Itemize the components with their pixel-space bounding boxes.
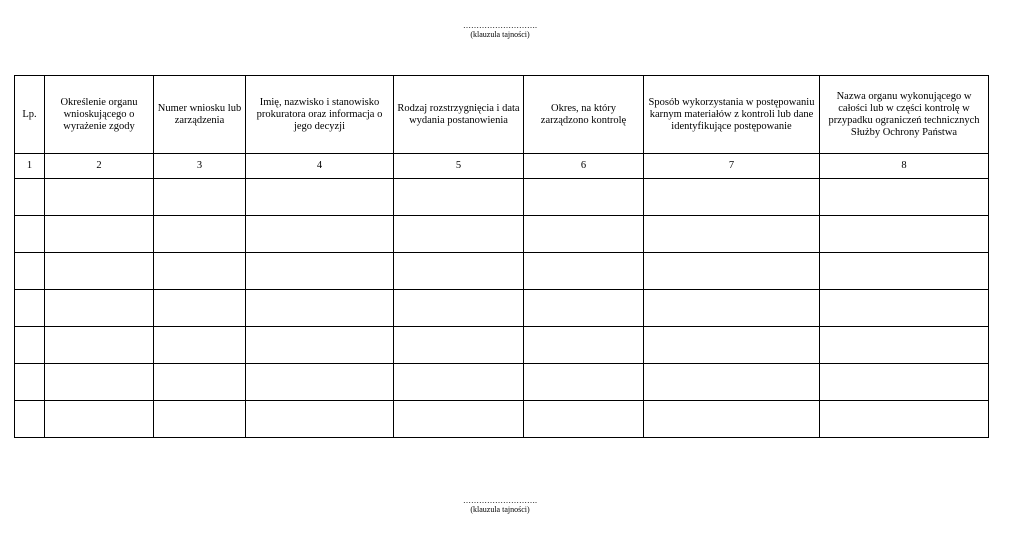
- table-cell: [524, 253, 644, 290]
- table-cell: [394, 290, 524, 327]
- table-cell: [45, 290, 154, 327]
- column-number: 5: [394, 154, 524, 179]
- column-header-executing-authority: Nazwa organu wykonującego w całości lub w części kontrolę w przypadku ograniczeń technicznych Służby Ochrony Państwa: [820, 76, 989, 154]
- confidentiality-clause-bottom: [0, 497, 1000, 515]
- table-cell: [820, 290, 989, 327]
- table-cell: [15, 179, 45, 216]
- table-cell: [246, 327, 394, 364]
- table-cell: [154, 401, 246, 438]
- column-header-prosecutor: Imię, nazwisko i stanowisko prokuratora oraz informacja o jego decyzji: [246, 76, 394, 154]
- table-cell: [524, 364, 644, 401]
- table-cell: [154, 216, 246, 253]
- confidentiality-clause-top: [0, 22, 1000, 40]
- table-cell: [154, 290, 246, 327]
- table-cell: [394, 216, 524, 253]
- table-cell: [246, 401, 394, 438]
- table-cell: [15, 364, 45, 401]
- table-row: [15, 216, 989, 253]
- table-cell: [644, 364, 820, 401]
- confidentiality-label: (klauzula tajności): [470, 30, 530, 39]
- table-cell: [644, 290, 820, 327]
- table-cell: [644, 401, 820, 438]
- table-row: [15, 290, 989, 327]
- signature-dots: ……………………….: [463, 21, 537, 30]
- table-cell: [644, 216, 820, 253]
- column-number: 4: [246, 154, 394, 179]
- confidentiality-label: (klauzula tajności): [470, 505, 530, 514]
- column-header-period: Okres, na który zarządzono kontrolę: [524, 76, 644, 154]
- table-cell: [15, 290, 45, 327]
- signature-dots: ……………………….: [463, 496, 537, 505]
- table-row: [15, 179, 989, 216]
- table-cell: [45, 216, 154, 253]
- table-cell: [644, 327, 820, 364]
- table-row: [15, 253, 989, 290]
- table-cell: [15, 327, 45, 364]
- table-row: [15, 401, 989, 438]
- column-header-usage: Sposób wykorzystania w postępowaniu karnym materiałów z kontroli lub dane identyfikujące postępowanie: [644, 76, 820, 154]
- table-cell: [45, 253, 154, 290]
- table-cell: [394, 179, 524, 216]
- column-number-row: [15, 154, 989, 179]
- table-cell: [154, 364, 246, 401]
- table-row: [15, 364, 989, 401]
- table-cell: [394, 401, 524, 438]
- table-cell: [820, 327, 989, 364]
- table-cell: [154, 179, 246, 216]
- table-cell: [394, 364, 524, 401]
- table-cell: [820, 179, 989, 216]
- table-cell: [246, 216, 394, 253]
- table-cell: [154, 253, 246, 290]
- table-cell: [524, 290, 644, 327]
- column-number: 3: [154, 154, 246, 179]
- table-cell: [45, 179, 154, 216]
- column-number: 6: [524, 154, 644, 179]
- table-cell: [524, 216, 644, 253]
- table-cell: [246, 253, 394, 290]
- table-cell: [154, 327, 246, 364]
- table-cell: [644, 179, 820, 216]
- table-cell: [45, 327, 154, 364]
- table-row: [15, 327, 989, 364]
- table-cell: [15, 401, 45, 438]
- table-cell: [45, 401, 154, 438]
- table-cell: [394, 327, 524, 364]
- column-header-request-number: Numer wniosku lub zarządzenia: [154, 76, 246, 154]
- table-cell: [394, 253, 524, 290]
- register-table: [14, 75, 989, 438]
- table-cell: [524, 327, 644, 364]
- table-cell: [524, 401, 644, 438]
- table-cell: [644, 253, 820, 290]
- column-header-requesting-authority: Określenie organu wnioskującego o wyrażenie zgody: [45, 76, 154, 154]
- blank-rows: [15, 179, 989, 438]
- table-cell: [246, 364, 394, 401]
- table-cell: [820, 401, 989, 438]
- table-cell: [246, 179, 394, 216]
- table-cell: [15, 216, 45, 253]
- header-row: [15, 76, 989, 154]
- table-cell: [820, 364, 989, 401]
- table-cell: [45, 364, 154, 401]
- column-number: 2: [45, 154, 154, 179]
- table-cell: [15, 253, 45, 290]
- table-cell: [246, 290, 394, 327]
- table-cell: [524, 179, 644, 216]
- column-number: 7: [644, 154, 820, 179]
- table-cell: [820, 216, 989, 253]
- column-number: 1: [15, 154, 45, 179]
- column-header-lp: Lp.: [15, 76, 45, 154]
- table-cell: [820, 253, 989, 290]
- column-header-decision-type: Rodzaj rozstrzygnięcia i data wydania postanowienia: [394, 76, 524, 154]
- column-number: 8: [820, 154, 989, 179]
